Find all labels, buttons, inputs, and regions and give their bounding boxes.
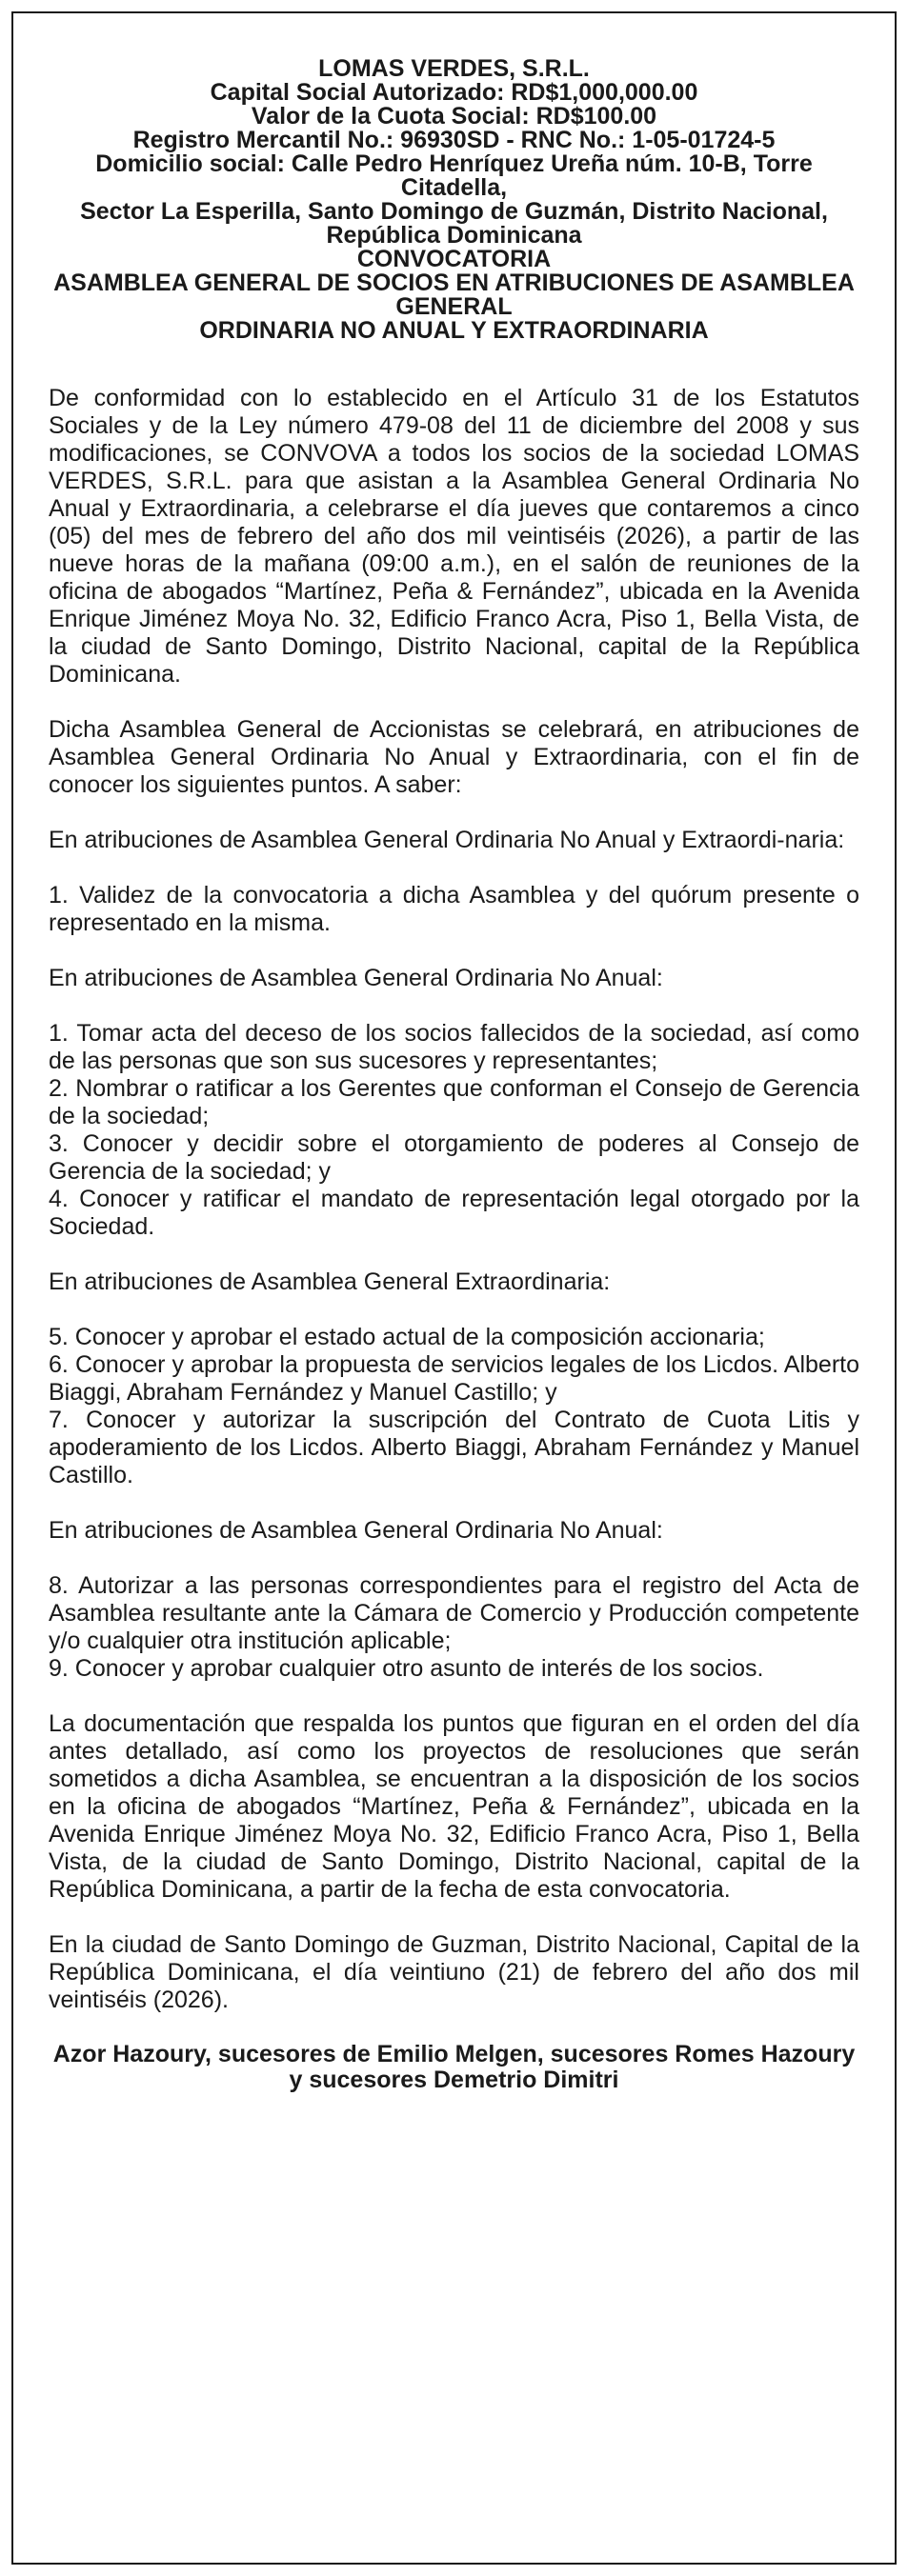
- agenda-item: 7. Conocer y autorizar la suscripción del Contrato de Cuota Litis y apoderamiento de los Licdos. Alberto Biaggi, Abraham Fernández y Manuel Castillo.: [49, 1407, 859, 1488]
- section-heading: En atribuciones de Asamblea General Extraordinaria:: [49, 1268, 611, 1295]
- agenda-item: 3. Conocer y decidir sobre el otorgamiento de poderes al Consejo de Gerencia de la sociedad; y: [49, 1130, 859, 1185]
- agenda-item: 4. Conocer y ratificar el mandato de representación legal otorgado por la Sociedad.: [49, 1186, 859, 1240]
- agenda-list: [49, 1572, 859, 1683]
- section-heading: En atribuciones de Asamblea General Ordinaria No Anual y Extraordi-naria:: [49, 827, 845, 853]
- section-heading: En atribuciones de Asamblea General Ordinaria No Anual:: [49, 1517, 663, 1544]
- closing-paragraph: En la ciudad de Santo Domingo de Guzman, Distrito Nacional, Capital de la República Dominicana, el día veintiuno (21) de febrero del año dos mil veintiséis (2026).: [49, 1931, 859, 2013]
- address-line-2: Sector La Esperilla, Santo Domingo de Guzmán, Distrito Nacional, República Dominicana: [80, 198, 828, 249]
- agenda-item: 1. Tomar acta del deceso de los socios fallecidos de la sociedad, así como de las personas que son sus sucesores y representantes;: [49, 1020, 859, 1074]
- agenda-item: 5. Conocer y aprobar el estado actual de la composición accionaria;: [49, 1324, 765, 1350]
- share-value: Valor de la Cuota Social: RD$100.00: [251, 103, 657, 130]
- agenda-list: [49, 1324, 859, 1489]
- legal-notice: [11, 11, 897, 2565]
- documentation-paragraph: La documentación que respalda los puntos que figuran en el orden del día antes detallado, así como los proyectos de resoluciones que serán sometidos a dicha Asamblea, se encuentran a la disposición de los socios en la oficina de abogados “Martínez, Peña & Fernández”, ubicada en la Avenida Enrique Jiménez Moya No. 32, Edificio Franco Acra, Piso 1, Bella Vista, de la ciudad de Santo Domingo, Distrito Nacional, capital de la República Dominicana, a partir de la fecha de esta convocatoria.: [49, 1710, 859, 1903]
- registry-numbers: Registro Mercantil No.: 96930SD - RNC No.: 1-05-01724-5: [132, 127, 776, 153]
- agenda-item: 1. Validez de la convocatoria a dicha Asamblea y del quórum presente o representado en la misma.: [49, 882, 859, 936]
- agenda-list: [49, 1020, 859, 1241]
- company-name: LOMAS VERDES, S.R.L.: [318, 55, 590, 82]
- assembly-title: ASAMBLEA GENERAL DE SOCIOS EN ATRIBUCIONES DE ASAMBLEA GENERAL: [53, 270, 855, 320]
- agenda-item: 9. Conocer y aprobar cualquier otro asunto de interés de los socios.: [49, 1655, 764, 1682]
- agenda-item: 6. Conocer y aprobar la propuesta de servicios legales de los Licdos. Alberto Biaggi, Abraham Fernández y Manuel Castillo; y: [49, 1351, 859, 1406]
- notice-header: [49, 57, 859, 343]
- authorized-capital: Capital Social Autorizado: RD$1,000,000.00: [210, 79, 698, 106]
- notice-body: [49, 385, 859, 2014]
- agenda-list: [49, 882, 859, 937]
- assembly-type: ORDINARIA NO ANUAL Y EXTRAORDINARIA: [199, 317, 709, 344]
- convocation-title: CONVOCATORIA: [356, 246, 552, 272]
- agenda-item: 2. Nombrar o ratificar a los Gerentes que conforman el Consejo de Gerencia de la sociedad;: [49, 1075, 859, 1129]
- signatories: Azor Hazoury, sucesores de Emilio Melgen, sucesores Romes Hazoury y sucesores Demetrio Dimitri: [52, 2041, 856, 2093]
- address-line-1: Domicilio social: Calle Pedro Henríquez Ureña núm. 10-B, Torre Citadella,: [95, 150, 813, 201]
- intro-paragraph: De conformidad con lo establecido en el Artículo 31 de los Estatutos Sociales y de la Ley número 479-08 del 11 de diciembre del 2008 y sus modificaciones, se CONVOVA a todos los socios de la sociedad LOMAS VERDES, S.R.L. para que asistan a la Asamblea General Ordinaria No Anual y Extraordinaria, a celebrarse el día jueves que contaremos a cinco (05) del mes de febrero del año dos mil veintiséis (2026), a partir de las nueve horas de la mañana (09:00 a.m.), en el salón de reuniones de la oficina de abogados “Martínez, Peña & Fernández”, ubicada en la Avenida Enrique Jiménez Moya No. 32, Edificio Franco Acra, Piso 1, Bella Vista, de la ciudad de Santo Domingo, Distrito Nacional, capital de la República Dominicana.: [49, 385, 859, 688]
- agenda-item: 8. Autorizar a las personas correspondientes para el registro del Acta de Asamblea resultante ante la Cámara de Comercio y Producción competente y/o cualquier otra institución aplicable;: [49, 1572, 859, 1654]
- purpose-paragraph: Dicha Asamblea General de Accionistas se celebrará, en atribuciones de Asamblea General Ordinaria No Anual y Extraordinaria, con el fin de conocer los siguientes puntos. A saber:: [49, 716, 859, 798]
- section-heading: En atribuciones de Asamblea General Ordinaria No Anual:: [49, 965, 663, 991]
